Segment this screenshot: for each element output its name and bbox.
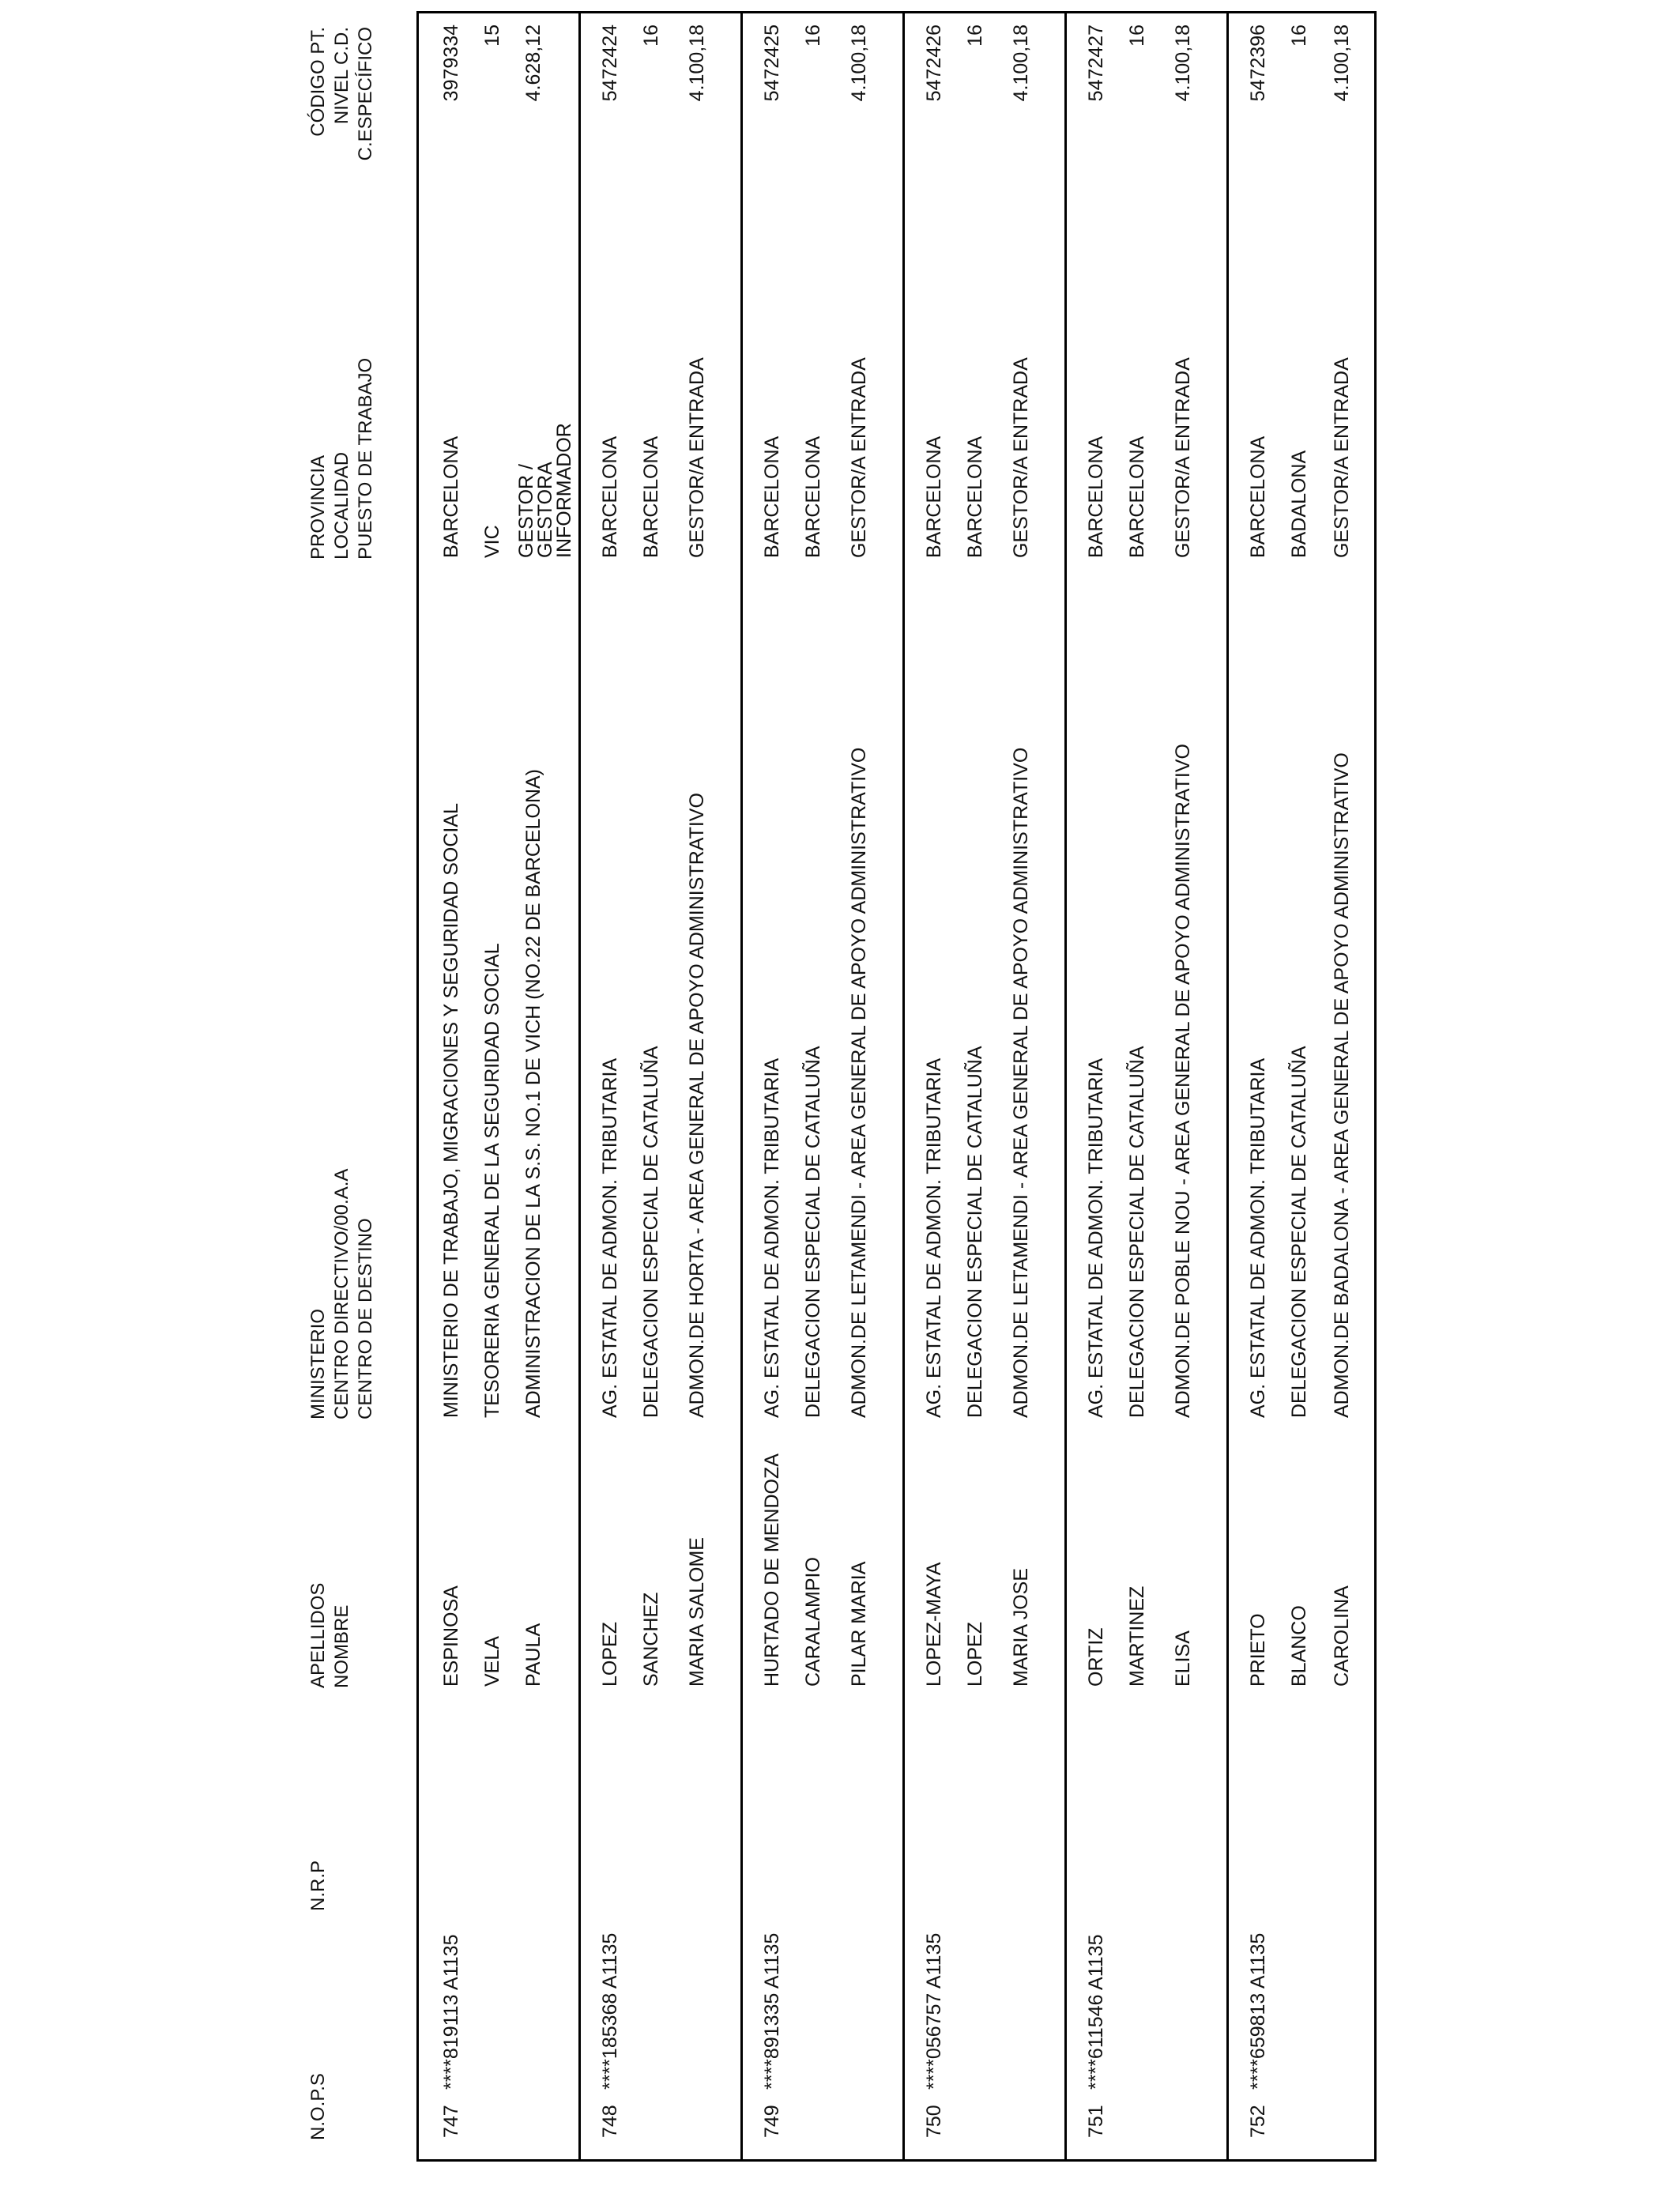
record-localidad: BADALONA (1288, 450, 1310, 558)
record-puesto: GESTOR/A ENTRADA (1172, 357, 1194, 558)
record-provincia: BARCELONA (923, 435, 945, 558)
record-apellido2: LOPEZ (964, 1622, 986, 1687)
record-centro-directivo: DELEGACION ESPECIAL DE CATALUÑA (640, 1046, 662, 1418)
record-localidad: BARCELONA (640, 435, 662, 558)
record-row (743, 13, 905, 2159)
record-nivel: 15 (481, 25, 503, 47)
record-apellido1: LOPEZ (599, 1622, 621, 1687)
record-nops: 747 (440, 2105, 462, 2138)
record-centro-directivo: DELEGACION ESPECIAL DE CATALUÑA (802, 1046, 824, 1418)
record-nops: 752 (1247, 2105, 1269, 2138)
record-ministerio: AG. ESTATAL DE ADMON. TRIBUTARIA (1085, 1057, 1107, 1418)
record-nombre: ELISA (1172, 1630, 1194, 1687)
record-centro-directivo: DELEGACION ESPECIAL DE CATALUÑA (1126, 1046, 1148, 1418)
record-nops: 748 (599, 2105, 621, 2138)
record-nrp: ****611546 A1135 (1085, 1934, 1107, 2090)
header-nops-label: N.O.P.S (307, 2073, 329, 2140)
record-nivel: 16 (802, 25, 824, 47)
header-localidad-label: LOCALIDAD (331, 451, 352, 560)
record-especifico: 4.100,18 (686, 25, 708, 102)
record-apellido2: MARTINEZ (1126, 1585, 1148, 1687)
record-apellido1: PRIETO (1247, 1613, 1269, 1687)
record-nombre: MARIA SALOME (686, 1537, 708, 1687)
record-localidad: BARCELONA (1126, 435, 1148, 558)
record-nrp: ****819113 A1135 (440, 1934, 462, 2090)
header-centro-destino-label: CENTRO DE DESTINO (355, 1218, 376, 1419)
record-centro-destino: ADMON.DE LETAMENDI - AREA GENERAL DE APOYO ADMINISTRATIVO (1010, 747, 1032, 1418)
record-ministerio: AG. ESTATAL DE ADMON. TRIBUTARIA (923, 1057, 945, 1418)
record-apellido2: SANCHEZ (640, 1592, 662, 1687)
record-localidad: VIC (481, 525, 503, 558)
record-especifico: 4.628,12 (522, 25, 544, 102)
header-codigo-nivel-especifico (307, 27, 378, 169)
record-codigo: 5472425 (761, 25, 783, 102)
record-apellido2: VELA (481, 1636, 503, 1687)
record-provincia: BARCELONA (761, 435, 783, 558)
record-apellido1: HURTADO DE MENDOZA (761, 1453, 783, 1687)
record-codigo: 5472424 (599, 25, 621, 102)
record-nombre: CAROLINA (1331, 1585, 1353, 1687)
header-puesto-label: PUESTO DE TRABAJO (355, 357, 376, 560)
header-nrp-label: N.R.P (307, 1860, 329, 1911)
record-ministerio: AG. ESTATAL DE ADMON. TRIBUTARIA (599, 1057, 621, 1418)
record-centro-destino: ADMON.DE LETAMENDI - AREA GENERAL DE APOYO ADMINISTRATIVO (848, 747, 870, 1418)
record-nrp: ****659813 A1135 (1247, 1932, 1269, 2090)
header-centro-directivo-label: CENTRO DIRECTIVO/00.A.A (331, 1168, 352, 1419)
record-codigo: 3979334 (440, 25, 462, 102)
record-ministerio: MINISTERIO DE TRABAJO, MIGRACIONES Y SEGURIDAD SOCIAL (440, 803, 462, 1418)
record-centro-destino: ADMON.DE POBLE NOU - AREA GENERAL DE APOYO ADMINISTRATIVO (1172, 744, 1194, 1418)
record-puesto: GESTOR / GESTORA INFORMADOR (515, 423, 575, 558)
record-nivel: 16 (640, 25, 662, 47)
record-puesto: GESTOR/A ENTRADA (848, 357, 870, 558)
records-table (416, 11, 1377, 2162)
record-apellido1: ESPINOSA (440, 1585, 462, 1687)
record-centro-directivo: DELEGACION ESPECIAL DE CATALUÑA (1288, 1046, 1310, 1418)
record-codigo: 5472427 (1085, 25, 1107, 102)
record-row (581, 13, 743, 2159)
record-apellido1: ORTIZ (1085, 1627, 1107, 1687)
record-especifico: 4.100,18 (1172, 25, 1194, 102)
record-apellido2: CARALAMPIO (802, 1557, 824, 1687)
header-nops (307, 2073, 330, 2140)
record-row (905, 13, 1067, 2159)
header-ministerio-label: MINISTERIO (307, 1308, 329, 1419)
header-ministerio-centro (307, 1169, 378, 1419)
header-nivel-label: NIVEL C.D. (331, 27, 352, 125)
record-provincia: BARCELONA (440, 435, 462, 558)
record-centro-destino: ADMON.DE BADALONA - AREA GENERAL DE APOYO ADMINISTRATIVO (1331, 752, 1353, 1418)
record-codigo: 5472396 (1247, 25, 1269, 102)
record-provincia: BARCELONA (1085, 435, 1107, 558)
record-nrp: ****891335 A1135 (761, 1932, 783, 2090)
record-nombre: PILAR MARIA (848, 1561, 870, 1687)
header-codigo-label: CÓDIGO PT. (307, 27, 329, 137)
record-especifico: 4.100,18 (848, 25, 870, 102)
header-provincia-label: PROVINCIA (307, 454, 329, 560)
record-provincia: BARCELONA (599, 435, 621, 558)
record-puesto: GESTOR/A ENTRADA (1331, 357, 1353, 558)
header-provincia-localidad-puesto (307, 358, 378, 560)
record-centro-directivo: TESORERIA GENERAL DE LA SEGURIDAD SOCIAL (481, 943, 503, 1418)
record-provincia: BARCELONA (1247, 435, 1269, 558)
record-nops: 750 (923, 2105, 945, 2138)
record-nombre: MARIA JOSE (1010, 1567, 1032, 1687)
record-localidad: BARCELONA (802, 435, 824, 558)
record-centro-directivo: DELEGACION ESPECIAL DE CATALUÑA (964, 1046, 986, 1418)
record-especifico: 4.100,18 (1010, 25, 1032, 102)
record-row (1067, 13, 1229, 2159)
record-apellido1: LOPEZ-MAYA (923, 1562, 945, 1687)
header-apellidos-nombre (307, 1583, 354, 1688)
header-nombre-label: NOMBRE (331, 1604, 352, 1688)
header-nrp (307, 1860, 330, 1911)
header-apellidos-label: APELLIDOS (307, 1582, 329, 1688)
record-puesto: GESTOR/A ENTRADA (686, 357, 708, 558)
record-ministerio: AG. ESTATAL DE ADMON. TRIBUTARIA (761, 1057, 783, 1418)
record-centro-destino: ADMINISTRACION DE LA S.S. NO.1 DE VICH (NO.22 DE BARCELONA) (522, 768, 544, 1418)
record-especifico: 4.100,18 (1331, 25, 1353, 102)
record-apellido2: BLANCO (1288, 1605, 1310, 1687)
record-row (419, 13, 581, 2159)
record-nivel: 16 (1126, 25, 1148, 47)
record-localidad: BARCELONA (964, 435, 986, 558)
record-codigo: 5472426 (923, 25, 945, 102)
record-nrp: ****185368 A1135 (599, 1932, 621, 2090)
record-ministerio: AG. ESTATAL DE ADMON. TRIBUTARIA (1247, 1057, 1269, 1418)
record-row (1229, 13, 1391, 2159)
record-nops: 749 (761, 2105, 783, 2138)
record-puesto: GESTOR/A ENTRADA (1010, 357, 1032, 558)
record-centro-destino: ADMON.DE HORTA - AREA GENERAL DE APOYO ADMINISTRATIVO (686, 793, 708, 1418)
header-especifico-label: C.ESPECÍFICO (355, 27, 376, 161)
record-nombre: PAULA (522, 1623, 544, 1687)
record-nivel: 16 (1288, 25, 1310, 47)
record-nops: 751 (1085, 2105, 1107, 2138)
record-nivel: 16 (964, 25, 986, 47)
record-nrp: ****056757 A1135 (923, 1932, 945, 2090)
